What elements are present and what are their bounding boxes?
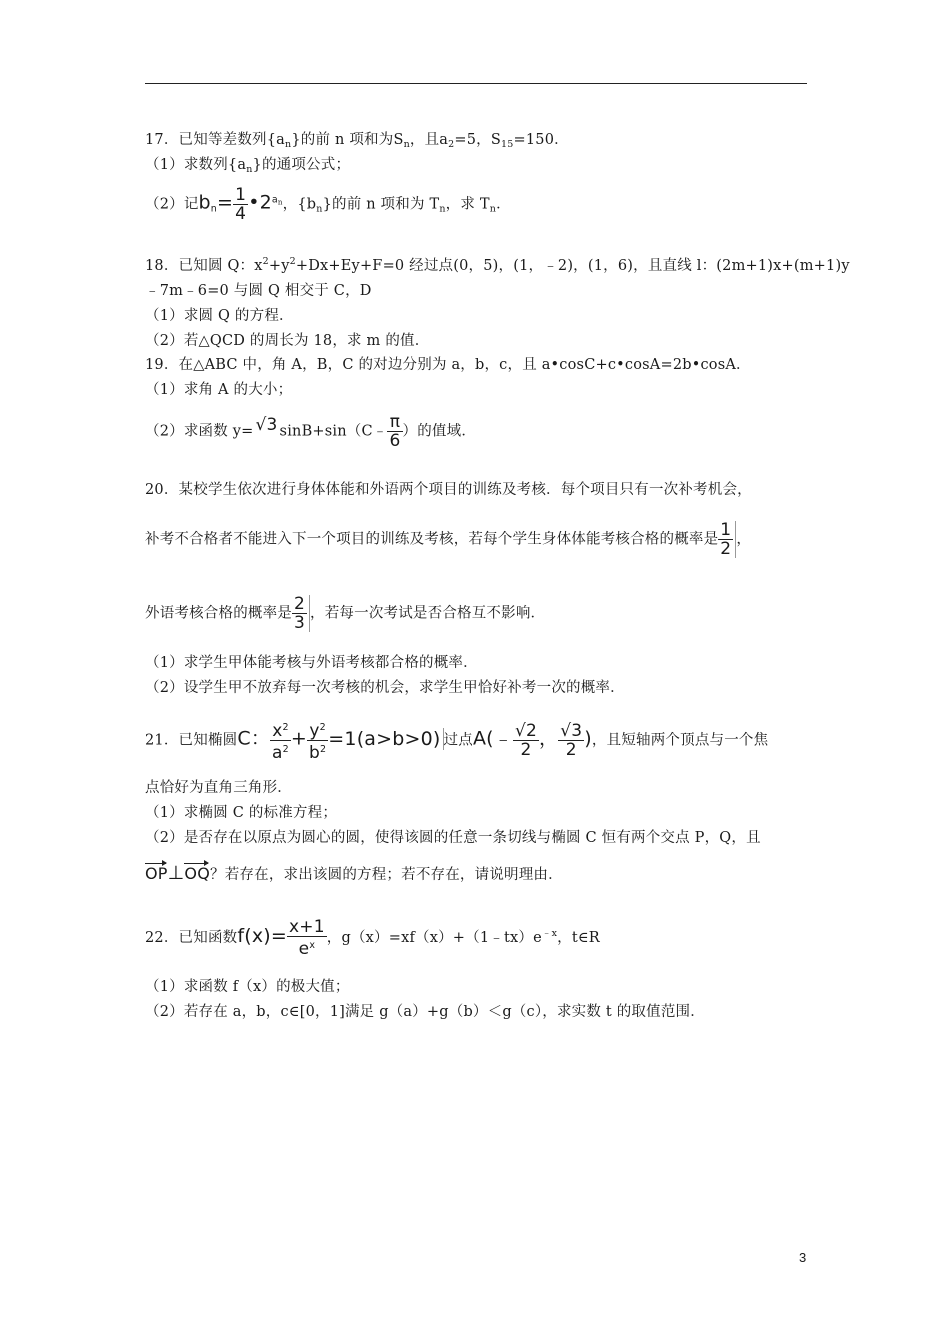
q18-stem-continued: ﹣7m﹣6=0 与圆 Q 相交于 C，D <box>145 283 372 299</box>
fraction-sqrt2-over-2: $\frac{√2}{2}$ <box>514 721 538 760</box>
q22-stem: 22．已知函数f(x)= $\frac{x+1}{e^x}$ ，$g(x)=xf(x)+(1﹣tx)e^{﹣x}$，t∈R <box>145 917 600 959</box>
q20-part1: （1）求学生甲体能考核与外语考核都合格的概率． <box>145 655 478 671</box>
q18-stem: 18．已知圆 Q：$x^2+y^2+Dx+Ey+F=0$ 经过点(0，5)，(1，﹣2)，(1，6)，且直线 l：(2m+1)x+(m+1)y <box>145 256 850 274</box>
q18-part2: （2）若△QCD 的周长为 18，求 m 的值． <box>145 333 430 349</box>
q21-part2-continued: OP⊥OQ？若存在，求出该圆的方程；若不存在，请说明理由． <box>145 862 563 884</box>
q18-part1: （1）求圆 Q 的方程． <box>145 308 294 324</box>
fraction-x2-over-a2: $\frac{x^2}{a^2}$ <box>272 721 289 763</box>
vector-oq: OQ <box>184 864 211 883</box>
vector-op: OP <box>145 864 168 883</box>
q19-stem: 19．在△ABC 中，角 A，B，C 的对边分别为 a，b，c，且 a•cosC+c•cosA=2b•cosA． <box>145 357 751 373</box>
page-number: 3 <box>799 1250 807 1265</box>
q17-stem: 17．已知等差数列$\{a_n\}$的前 n 项和为$S_n$，且$a_2=5$，$S_{15}=150$． <box>145 132 569 150</box>
q22-part2: （2）若存在 a，b，c∈[0，1]满足 g（a）+g（b）＜g（c），求实数 t 的取值范围． <box>145 1004 705 1020</box>
q19-part1: （1）求角 A 的大小； <box>145 382 293 398</box>
q20-stem-line3: 外语考核合格的概率是 $\frac{2}{3}$ ，若每一次考试是否合格互不影响． <box>145 594 546 633</box>
fraction-one-quarter: $\frac{1}{4}$ <box>235 185 247 224</box>
q20-stem-line2: 补考不合格者不能进入下一个项目的训练及考核，若每个学生身体体能考核合格的概率是 $\frac{1}{2}$ ， <box>145 520 752 559</box>
q17-part2: （2）记$b_n=$ $\frac{1}{4}$ $•2^{an}$，$\{b_n\}$的前 n 项和为 $T_n$，求 $T_n$． <box>145 185 511 224</box>
fraction-two-thirds: $\frac{2}{3}$ <box>292 595 310 632</box>
q20-stem-line1: 20．某校学生依次进行身体体能和外语两个项目的训练及考核．每个项目只有一次补考机会， <box>145 482 752 498</box>
q17-part1: （1）求数列$\{a_n\}$的通项公式； <box>145 157 351 175</box>
header-rule <box>145 83 807 84</box>
sqrt3-over-nothing: √3 <box>255 414 278 435</box>
q21-stem-line2: 点恰好为直角三角形． <box>145 780 292 796</box>
fraction-x-plus-1-over-e-x: $\frac{x+1}{e^x}$ <box>289 917 325 959</box>
fraction-one-half: $\frac{1}{2}$ <box>718 521 736 558</box>
q21-part2: （2）是否存在以原点为圆心的圆，使得该圆的任意一条切线与椭圆 C 恒有两个交点 P，Q，且 <box>145 830 761 846</box>
fraction-pi-over-six: $\frac{\pi}{6}$ <box>389 412 401 451</box>
q19-part2: （2）求函数 y= √3 sinB+sin（C﹣ $\frac{\pi}{6}$ ）的值域． <box>145 412 477 451</box>
q21-part1: （1）求椭圆 C 的标准方程； <box>145 805 338 821</box>
q20-part2: （2）设学生甲不放弃每一次考核的机会，求学生甲恰好补考一次的概率． <box>145 680 625 696</box>
fraction-y2-over-b2: $\frac{y^2}{b^2}$ <box>309 721 327 763</box>
q22-part1: （1）求函数 f（x）的极大值； <box>145 979 350 995</box>
fraction-sqrt3-over-2: $\frac{√3}{2}$ <box>560 721 583 760</box>
q21-stem: 21．已知椭圆C： $\frac{x^2}{a^2}$ + $\frac{y^2}{b^2}$ =1(a>b>0) 过点A(﹣ $\frac{√2}{2}$ ， $\frac{√3}{2}$ )，且短轴两个顶点与一个焦 <box>145 721 769 763</box>
